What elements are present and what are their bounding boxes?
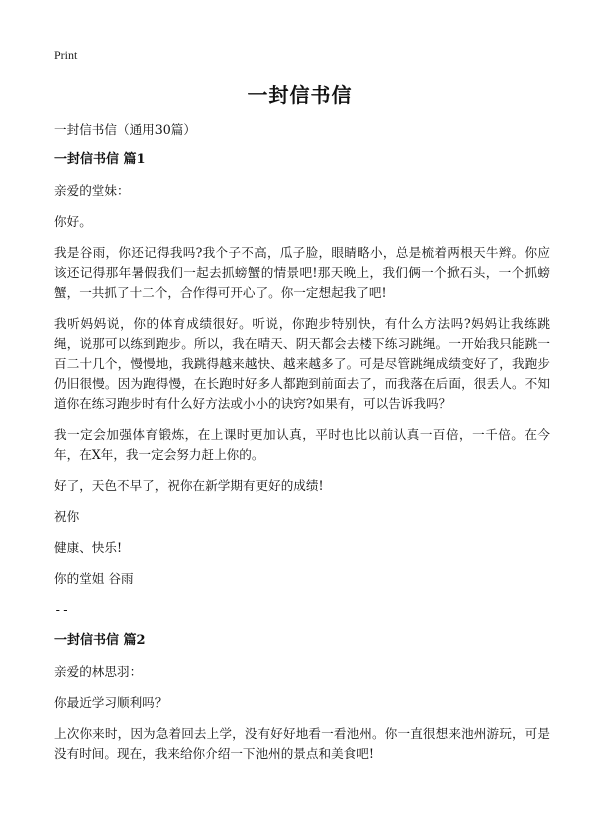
section-heading-1: 一封信书信 篇1 bbox=[54, 152, 146, 167]
letter1-signature: 你的堂姐 谷雨 bbox=[54, 571, 134, 586]
letter1-paragraph-4: 好了，天色不早了，祝你在新学期有更好的成绩! bbox=[54, 478, 324, 493]
document-body bbox=[54, 120, 550, 775]
print-label[interactable]: Print bbox=[54, 48, 78, 62]
letter1-greeting: 你好。 bbox=[54, 214, 92, 229]
letter2-paragraph-1: 上次你来时，因为急着回去上学，没有好好地看一看池州。你一直很想来池州游玩，可是没有时间。现在，我来给你介绍一下池州的景点和美食吧! bbox=[54, 726, 550, 761]
section-separator: -- bbox=[54, 602, 70, 617]
letter1-paragraph-1: 我是谷雨，你还记得我吗?我个子不高，瓜子脸，眼睛略小，总是梳着两根天牛辫。你应该还记得那年暑假我们一起去抓螃蟹的情景吧!那天晚上，我们俩一个掀石头，一个抓螃蟹，一共抓了十二个，合作得可开心了。你一定想起我了吧! bbox=[54, 245, 550, 300]
letter1-closing-1: 祝你 bbox=[54, 509, 80, 524]
letter2-salutation: 亲爱的林思羽： bbox=[54, 664, 143, 679]
document-subtitle: 一封信书信（通用30篇） bbox=[54, 122, 196, 137]
section-heading-2: 一封信书信 篇2 bbox=[54, 633, 146, 648]
letter1-paragraph-2: 我听妈妈说，你的体育成绩很好。听说，你跑步特别快，有什么方法吗?妈妈让我练跳绳，说那可以练到跑步。所以，我在晴天、阴天都会去楼下练习跳绳。一开始我只能跳一百二十几个，慢慢地，我跳得越来越快、越来越多了。可是尽管跳绳成绩变好了，我跑步仍旧很慢。因为跑得慢，在长跑时好多人都跑到前面去了，而我落在后面，很丢人。不知道你在练习跑步时有什么好方法或小小的诀窍?如果有，可以告诉我吗？ bbox=[54, 316, 550, 411]
letter2-greeting: 你最近学习顺利吗？ bbox=[54, 695, 168, 710]
letter1-paragraph-3: 我一定会加强体育锻炼，在上课时更加认真，平时也比以前认真一百倍，一千倍。在今年，在X年，我一定会努力赶上你的。 bbox=[54, 427, 550, 462]
letter1-closing-2: 健康、快乐! bbox=[54, 540, 123, 555]
letter1-salutation: 亲爱的堂妹： bbox=[54, 183, 130, 198]
page-title: 一封信书信 bbox=[247, 83, 353, 107]
